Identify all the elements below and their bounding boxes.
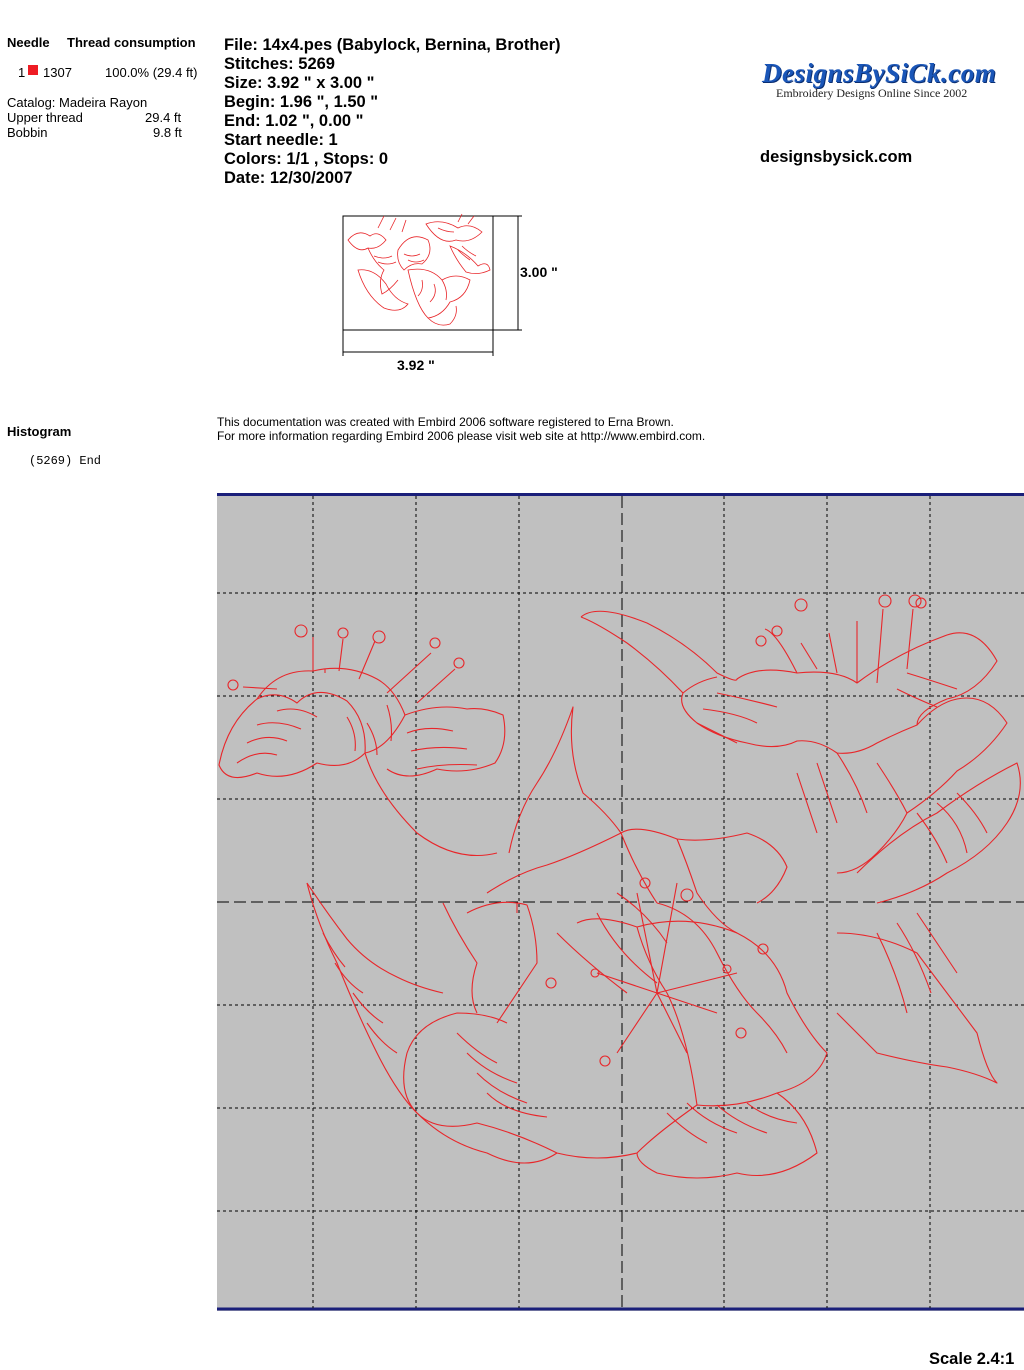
needle-number: 1 — [18, 65, 26, 80]
file-info: File: 14x4.pes (Babylock, Bernina, Brother) — [224, 36, 561, 54]
thread-consumption-value: 100.0% (29.4 ft) — [105, 65, 198, 80]
size-info: Size: 3.92 " x 3.00 " — [224, 74, 375, 92]
design-thumbnail — [338, 210, 568, 360]
website-link[interactable]: designsbysick.com — [760, 148, 913, 166]
documentation-note: This documentation was created with Embird 2006 software registered to Erna Brown. — [217, 415, 674, 429]
height-dimension-label: 3.00 " — [520, 264, 558, 280]
thread-consumption-header: Thread consumption — [67, 35, 196, 50]
histogram-title: Histogram — [7, 424, 72, 439]
upper-thread-value: 29.4 ft — [145, 110, 182, 125]
logo-text: DesignsBySiCk.com — [762, 58, 997, 88]
begin-info: Begin: 1.96 ", 1.50 " — [224, 93, 379, 111]
histogram-entry: (5269) End — [29, 454, 102, 468]
brand-logo — [760, 58, 1000, 106]
upper-thread-label: Upper thread — [7, 110, 83, 125]
embird-info-note: For more information regarding Embird 2006 please visit web site at http://www.embird.com. — [217, 429, 706, 443]
catalog-label: Catalog: Madeira Rayon — [7, 95, 148, 110]
logo-tagline: Embroidery Designs Online Since 2002 — [776, 86, 968, 100]
thread-color-swatch — [28, 65, 38, 75]
thread-code: 1307 — [43, 65, 72, 80]
date-info: Date: 12/30/2007 — [224, 169, 353, 187]
needle-header: Needle — [7, 35, 50, 50]
end-info: End: 1.02 ", 0.00 " — [224, 112, 364, 130]
start-needle-info: Start needle: 1 — [224, 131, 338, 149]
width-dimension-label: 3.92 " — [397, 357, 435, 373]
colors-info: Colors: 1/1 , Stops: 0 — [224, 150, 389, 168]
stitches-info: Stitches: 5269 — [224, 55, 335, 73]
bobbin-label: Bobbin — [7, 125, 48, 140]
scale-label: Scale 2.4:1 — [929, 1350, 1015, 1368]
bobbin-value: 9.8 ft — [153, 125, 182, 140]
design-preview-canvas — [217, 493, 1024, 1311]
